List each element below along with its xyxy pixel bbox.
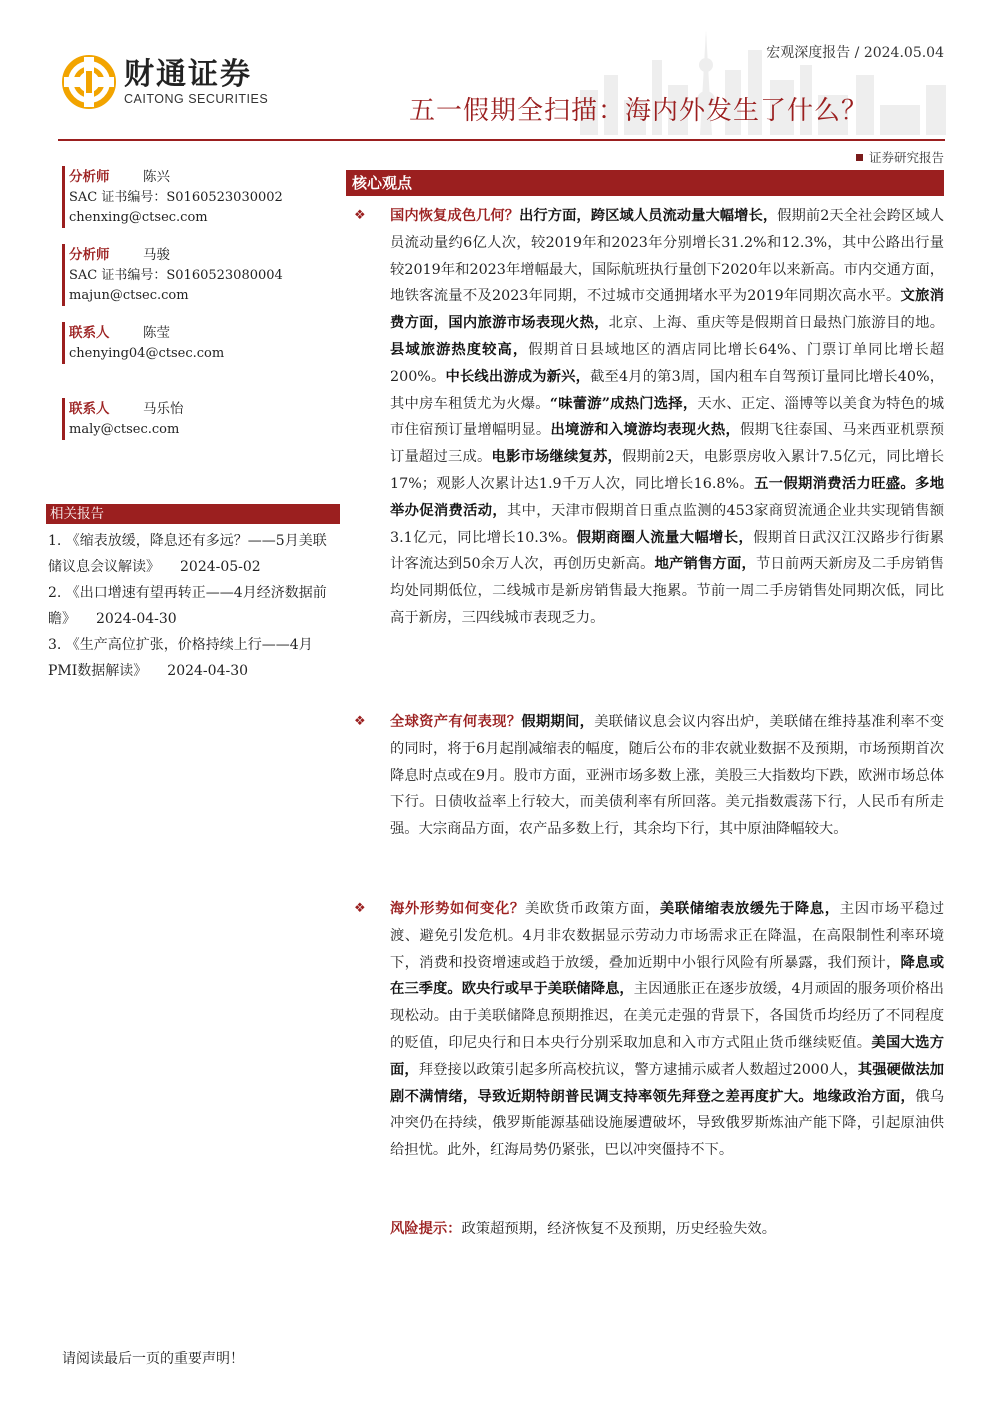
body-text: 其中，天津市假期首日重点监测的453家商贸流通企业共实现销售额3.1亿元，同比增长10.3%。 [390, 502, 944, 546]
analyst-sac: SAC 证书编号：S0160523030002 [69, 190, 283, 205]
emphasis-text: 出行方面，跨区域人员流动量大幅增长， [519, 208, 778, 224]
emphasis-text: 电影市场继续复苏， [491, 449, 622, 466]
report-type: 宏观深度报告 [766, 45, 851, 61]
related-report-title: 2. 《出口增速有望再转正——4月经济数据前瞻》 [48, 585, 327, 627]
body-text: 假期首日武汉江汉路步行街累计客流达到50余万人次，再创历史新高。 [390, 529, 945, 573]
contact-role: 联系人 [69, 325, 110, 341]
body-text: 主因通胀正在逐步放缓，4月顽固的服务项价格出现松动。由于美联储降息预期推迟，在美元走强的背景下，各国货币均经历了不同程度的贬值，印尼央行和日本央行分别采取加息和入市方式阻止货币继续贬值。 [390, 981, 944, 1051]
diamond-bullet-icon: ❖ [354, 901, 366, 916]
emphasis-text: 其强硬做法加剧不满情绪，导致近期特朗普民调支持率领先拜登之差再度扩大。地缘政治方面， [390, 1061, 945, 1105]
body-text: 北京、上海、重庆等是假期首日最热门旅游目的地。 [608, 315, 944, 332]
analyst-card [62, 166, 335, 228]
emphasis-text: 出境游和入境游均表现火热， [550, 422, 741, 439]
analyst-role: 分析师 [69, 247, 110, 263]
body-text: 假期前2天，电影票房收入累计7.5亿元，同比增长17%；观影人次累计达1.9千万人次，同比增长16.8%。 [390, 449, 945, 492]
core-point-body [390, 203, 944, 632]
related-report-title: 3. 《生产高位扩张，价格持续上行——4月PMI数据解读》 [48, 637, 313, 679]
caitong-logo-icon [62, 55, 116, 109]
report-tag [856, 148, 944, 166]
body-text: 天水、正定、淄博等以美食为特色的城市住宿预订量增幅明显。 [390, 395, 945, 439]
diamond-bullet-icon: ❖ [354, 714, 366, 729]
related-report-date: 2024-04-30 [167, 663, 249, 679]
analyst-name: 马骏 [143, 247, 170, 263]
logo-english-name: CAITONG SECURITIES [124, 92, 269, 106]
core-point-global-assets [354, 709, 944, 843]
body-text: 假期飞往泰国、马来西亚机票预订量超过三成。 [390, 422, 944, 466]
analyst-name: 陈兴 [143, 169, 170, 185]
report-date: / 2024.05.04 [854, 45, 944, 61]
company-logo [62, 54, 297, 110]
contact-name: 马乐怡 [143, 401, 184, 417]
question-lead: 全球资产有何表现？ [390, 714, 522, 730]
contact-card [62, 322, 335, 364]
core-point-body [390, 896, 944, 1164]
analyst-sac: SAC 证书编号：S0160523080004 [69, 268, 283, 283]
body-text: 节日前两天新房及二手房销售均处同期低位，二线城市是新房销售最大拖累。节前一周二手房销售处同期次低，同比高于新房，三四线城市表现乏力。 [390, 556, 945, 626]
body-text: 截至4月的第3周，国内租车自驾预订量同比增长40%，其中房车租赁尤为火爆。 [390, 368, 945, 412]
emphasis-text: 美联储缩表放缓先于降息， [659, 901, 840, 917]
risk-text: 政策超预期，经济恢复不及预期，历史经验失效。 [461, 1221, 777, 1237]
emphasis-text: 县域旅游热度较高， [390, 341, 529, 358]
diamond-bullet-icon: ❖ [354, 208, 366, 223]
report-meta [766, 42, 944, 62]
related-reports-title: 相关报告 [46, 504, 340, 524]
emphasis-text: 文旅消费方面，国内旅游市场表现火热， [390, 288, 944, 332]
emphasis-text: 假期商圈人流量大幅增长， [576, 529, 754, 546]
related-report-link[interactable] [48, 580, 332, 632]
risk-warning [390, 1216, 945, 1242]
header-divider [58, 139, 945, 141]
body-text: 俄乌冲突仍在持续，俄罗斯能源基础设施屡遭破坏，导致俄罗斯炼油产能下降，引起原油供给担忧。此外，红海局势仍紧张，巴以冲突僵持不下。 [390, 1088, 945, 1159]
square-bullet-icon [856, 154, 863, 161]
risk-label: 风险提示： [390, 1221, 462, 1237]
contact-card [62, 398, 335, 440]
related-reports-list [48, 528, 332, 684]
emphasis-text: 地产销售方面， [654, 556, 756, 573]
emphasis-text: 五一假期消费活力旺盛。多地举办促消费活动， [390, 475, 944, 519]
emphasis-text: 中长线出游成为新兴， [445, 368, 591, 385]
analyst-card [62, 244, 335, 306]
analyst-email[interactable]: chenxing@ctsec.com [69, 210, 208, 225]
analyst-email[interactable]: majun@ctsec.com [69, 288, 189, 303]
emphasis-text: 美国大选方面， [390, 1034, 945, 1078]
related-report-title: 1. 《缩表放缓，降息还有多远？——5月美联储议息会议解读》 [48, 533, 327, 575]
contact-role: 联系人 [69, 401, 110, 417]
core-views-header: 核心观点 [346, 170, 944, 196]
body-text: 主因市场平稳过渡、避免引发危机。4月非农数据显示劳动力市场需求正在降温，在高限制性利率环境下，消费和投资增速或趋于放缓，叠加近期中小银行风险有所暴露，我们预计， [390, 901, 945, 971]
page-title: 五一假期全扫描：海内外发生了什么？ [408, 96, 868, 126]
body-text: 假期前2天全社会跨区域人员流动量约6亿人次，较2019年和2023年分别增长31.2%和12.3%，其中公路出行量较2019年和2023年增幅最大，国际航班执行量创下2020年以来新高。市内交通方面，地铁客流量不及2023年同期，不过城市交通拥堵水平为2019年同期次高水平。 [390, 208, 944, 305]
related-report-link[interactable] [48, 632, 332, 684]
footer-disclaimer: 请阅读最后一页的重要声明！ [62, 1351, 244, 1367]
core-point-body [390, 709, 944, 843]
report-tag-text: 证券研究报告 [868, 150, 944, 165]
related-report-link[interactable] [48, 528, 332, 580]
core-point-domestic [354, 203, 944, 632]
emphasis-text: 降息或在三季度。欧央行或早于美联储降息， [390, 954, 945, 998]
emphasis-text: 假期期间， [521, 714, 595, 730]
body-text: 假期首日县域地区的酒店同比增长64%、门票订单同比增长超200%。 [390, 341, 944, 385]
body-text: 美联储议息会议内容出炉，美联储在维持基准利率不变的同时，将于6月起削减缩表的幅度，随后公布的非农就业数据不及预期，市场预期首次降息时点或在9月。股市方面，亚洲市场多数上涨，美股三大指数均下跌，欧洲市场总体下行。日债收益率上行较大，而美债利率有所回落。美元指数震荡下行，人民币有所走强。大宗商品方面，农产品多数上行，其余均下行，其中原油降幅较大。 [390, 714, 945, 838]
body-text: 拜登接以政策引起多所高校抗议，警方逮捕示威者人数超过2000人， [418, 1061, 858, 1078]
contact-email[interactable]: maly@ctsec.com [69, 422, 180, 437]
question-lead: 国内恢复成色几何？ [390, 208, 520, 224]
question-lead: 海外形势如何变化？ [390, 901, 525, 917]
contact-email[interactable]: chenying04@ctsec.com [69, 346, 225, 361]
logo-chinese-name: 财通证券 [124, 57, 252, 92]
body-text: 美欧货币政策方面， [524, 901, 660, 917]
related-report-date: 2024-05-02 [180, 559, 261, 575]
related-report-date: 2024-04-30 [96, 611, 177, 627]
emphasis-text: “味蕾游”成热门选择， [549, 395, 698, 412]
core-point-overseas [354, 896, 944, 1164]
contact-name: 陈莹 [143, 325, 170, 341]
analyst-role: 分析师 [69, 169, 110, 185]
